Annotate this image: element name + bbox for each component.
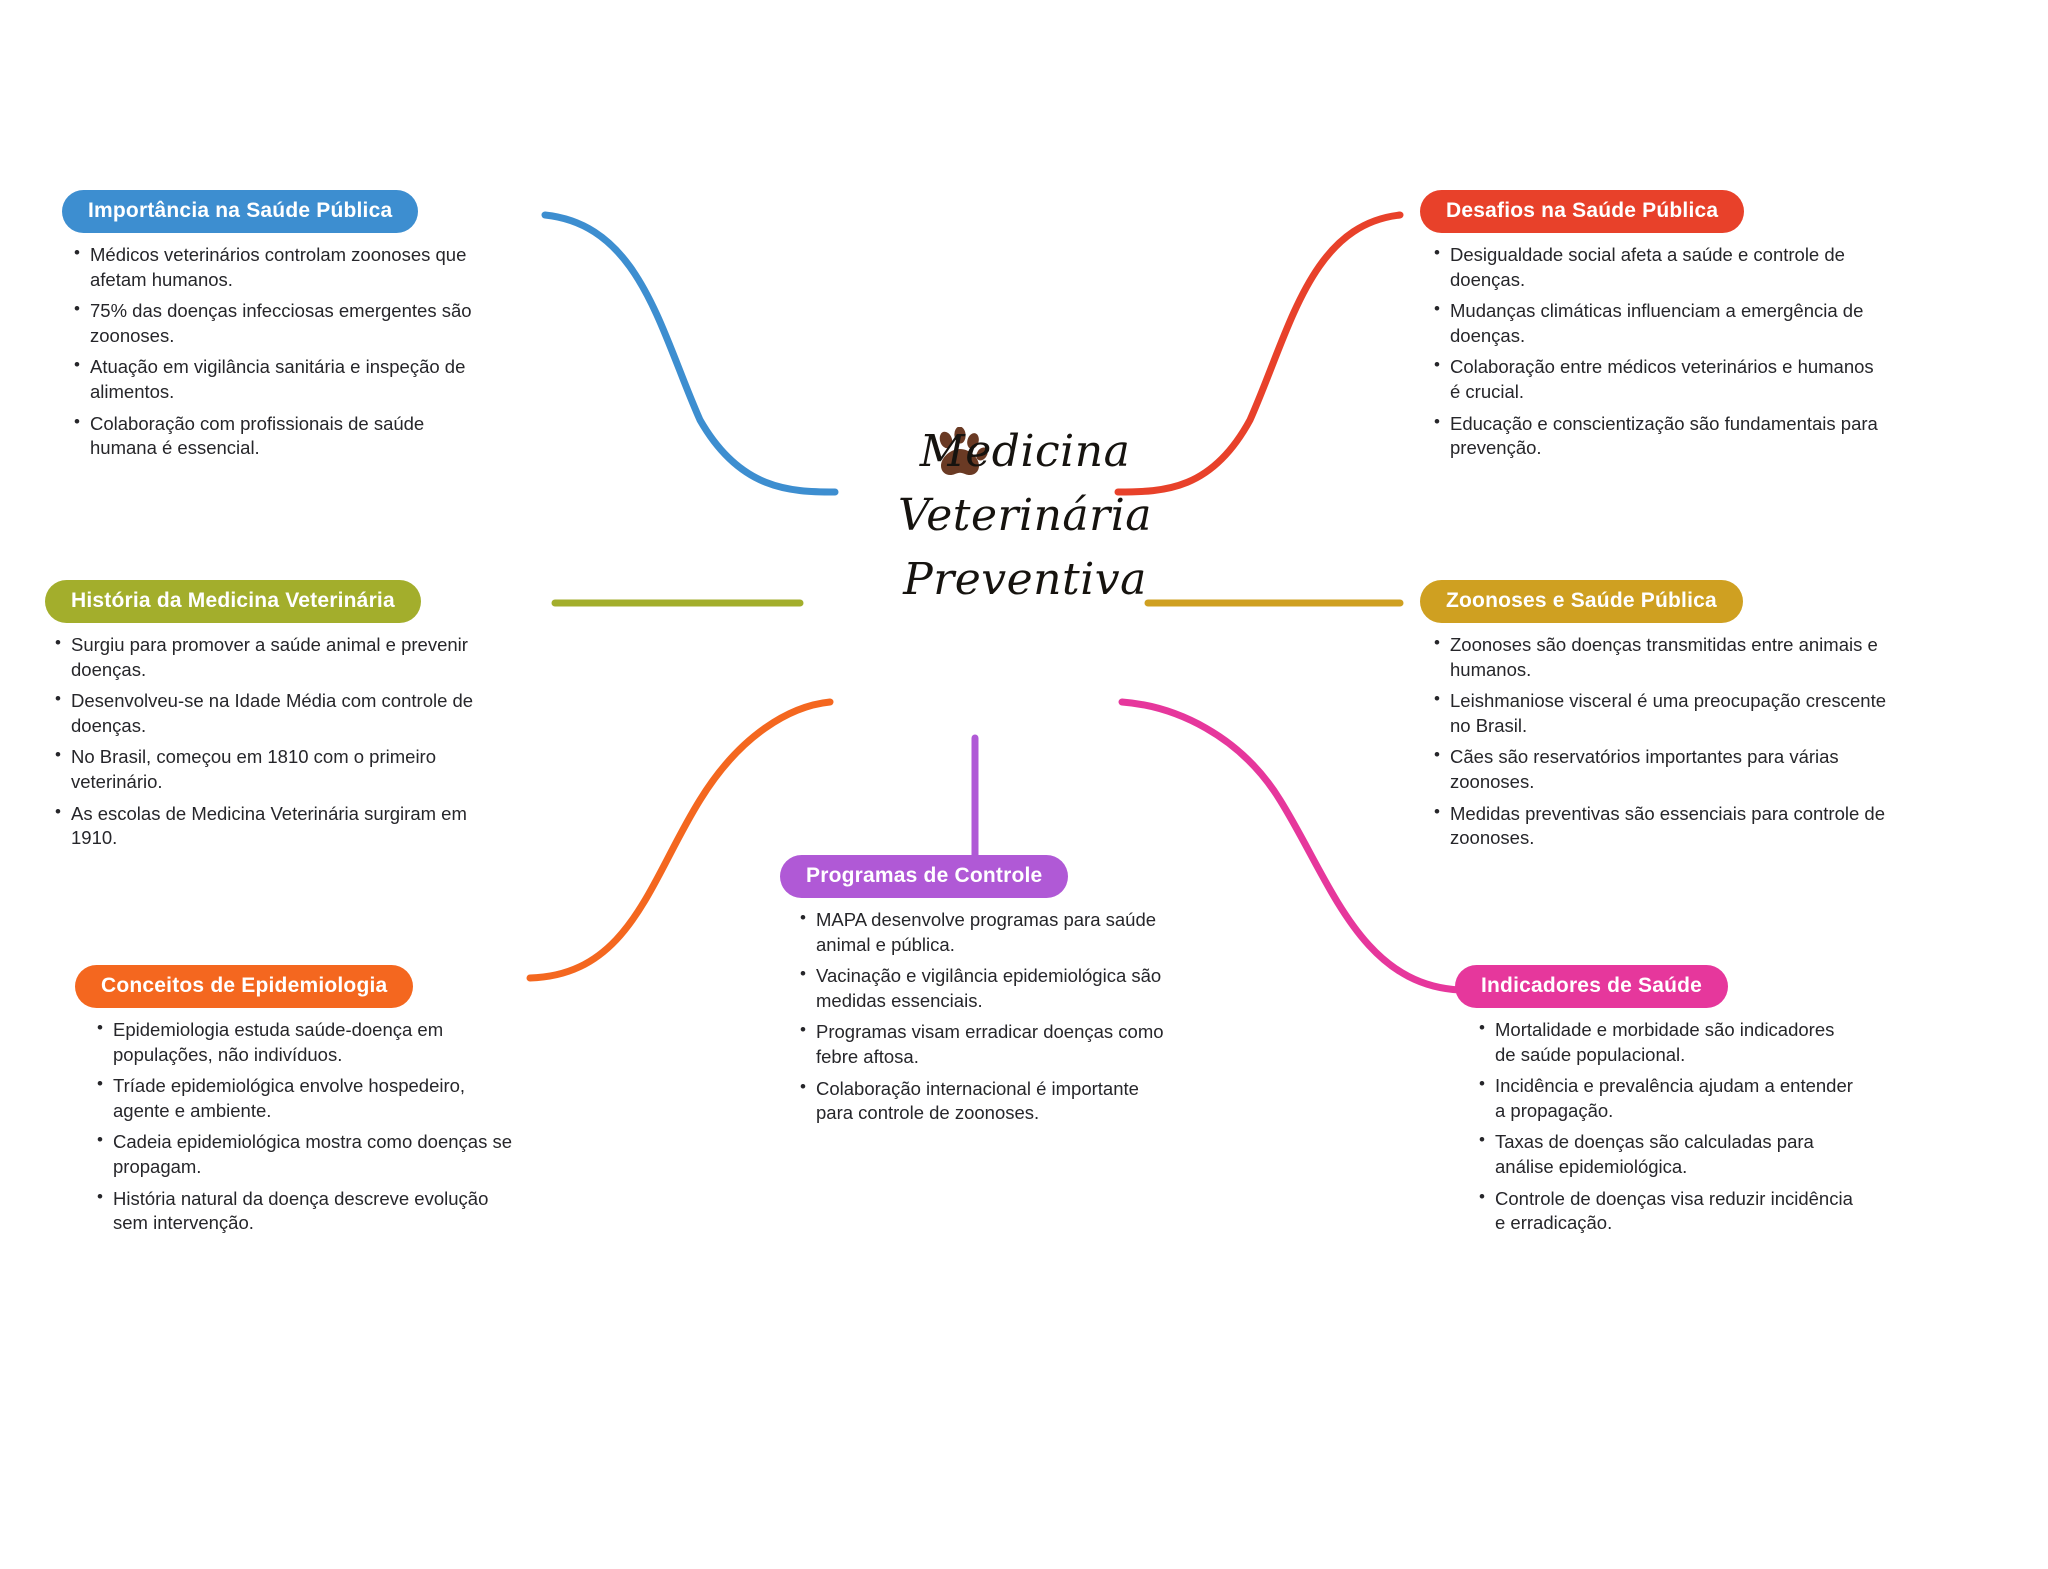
branch-desafios — [1420, 190, 1880, 468]
central-topic-line-1: Medicina — [919, 426, 1131, 477]
list-item: • Mudanças climáticas influenciam a emergência de doenças. — [1432, 299, 1880, 348]
branch-label-importancia[interactable]: Importância na Saúde Pública — [62, 190, 418, 233]
branch-label-epidemiologia[interactable]: Conceitos de Epidemiologia — [75, 965, 413, 1008]
branch-label-indicadores[interactable]: Indicadores de Saúde — [1455, 965, 1728, 1008]
list-item: • Incidência e prevalência ajudam a entender a propagação. — [1477, 1074, 1855, 1123]
branch-items-programas — [798, 908, 1180, 1126]
branch-label-zoonoses[interactable]: Zoonoses e Saúde Pública — [1420, 580, 1743, 623]
central-topic-line-2: Veterinária — [897, 489, 1152, 541]
list-item: • Cães são reservatórios importantes para várias zoonoses. — [1432, 745, 1890, 794]
branch-historia — [45, 580, 515, 858]
list-item: • Vacinação e vigilância epidemiológica são medidas essenciais. — [798, 964, 1180, 1013]
branch-label-desafios[interactable]: Desafios na Saúde Pública — [1420, 190, 1744, 233]
branch-items-zoonoses — [1432, 633, 1890, 851]
central-topic — [810, 420, 1240, 611]
branch-epidemiologia — [75, 965, 515, 1243]
list-item: • Medidas preventivas são essenciais para controle de zoonoses. — [1432, 802, 1890, 851]
central-topic-line-3: Preventiva — [903, 553, 1147, 605]
list-item: • No Brasil, começou em 1810 com o primeiro veterinário. — [53, 745, 515, 794]
list-item: • Programas visam erradicar doenças como febre aftosa. — [798, 1020, 1180, 1069]
branch-label-programas[interactable]: Programas de Controle — [780, 855, 1068, 898]
list-item: • Desigualdade social afeta a saúde e controle de doenças. — [1432, 243, 1880, 292]
list-item: • Educação e conscientização são fundamentais para prevenção. — [1432, 412, 1880, 461]
list-item: • Colaboração com profissionais de saúde humana é essencial. — [72, 412, 492, 461]
branch-items-desafios — [1432, 243, 1880, 461]
list-item: • Taxas de doenças são calculadas para análise epidemiológica. — [1477, 1130, 1855, 1179]
list-item: • Desenvolveu-se na Idade Média com controle de doenças. — [53, 689, 515, 738]
branch-items-importancia — [72, 243, 492, 461]
list-item: • Zoonoses são doenças transmitidas entre animais e humanos. — [1432, 633, 1890, 682]
branch-indicadores — [1455, 965, 1855, 1243]
list-item: • 75% das doenças infecciosas emergentes são zoonoses. — [72, 299, 492, 348]
branch-programas — [780, 855, 1180, 1133]
list-item: • As escolas de Medicina Veterinária surgiram em 1910. — [53, 802, 515, 851]
list-item: • Mortalidade e morbidade são indicadores de saúde populacional. — [1477, 1018, 1855, 1067]
branch-zoonoses — [1420, 580, 1890, 858]
list-item: • Colaboração entre médicos veterinários e humanos é crucial. — [1432, 355, 1880, 404]
list-item: • Epidemiologia estuda saúde-doença em populações, não indivíduos. — [95, 1018, 515, 1067]
branch-items-historia — [53, 633, 515, 851]
list-item: • Médicos veterinários controlam zoonoses que afetam humanos. — [72, 243, 492, 292]
list-item: • MAPA desenvolve programas para saúde animal e pública. — [798, 908, 1180, 957]
list-item: • Surgiu para promover a saúde animal e prevenir doenças. — [53, 633, 515, 682]
branch-importancia — [62, 190, 492, 468]
branch-items-epidemiologia — [95, 1018, 515, 1236]
list-item: • Leishmaniose visceral é uma preocupação crescente no Brasil. — [1432, 689, 1890, 738]
branch-items-indicadores — [1477, 1018, 1855, 1236]
list-item: • Colaboração internacional é importante para controle de zoonoses. — [798, 1077, 1180, 1126]
branch-label-historia[interactable]: História da Medicina Veterinária — [45, 580, 421, 623]
list-item: • Controle de doenças visa reduzir incidência e erradicação. — [1477, 1187, 1855, 1236]
list-item: • Cadeia epidemiológica mostra como doenças se propagam. — [95, 1130, 515, 1179]
connector-importancia — [545, 215, 835, 492]
list-item: • História natural da doença descreve evolução sem intervenção. — [95, 1187, 515, 1236]
list-item: • Tríade epidemiológica envolve hospedeiro, agente e ambiente. — [95, 1074, 515, 1123]
list-item: • Atuação em vigilância sanitária e inspeção de alimentos. — [72, 355, 492, 404]
